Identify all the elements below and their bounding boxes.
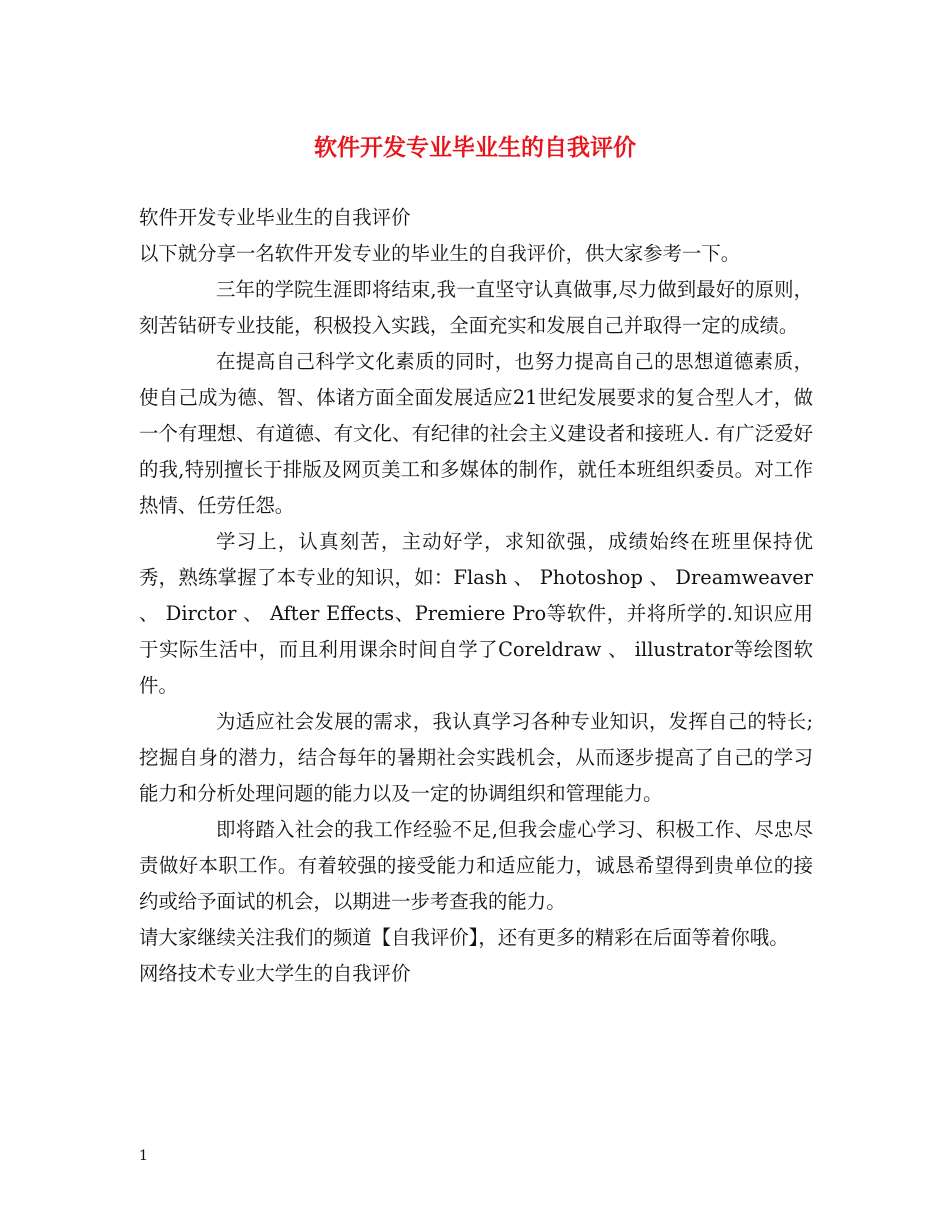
paragraph-intro: 以下就分享一名软件开发专业的毕业生的自我评价，供大家参考一下。: [139, 242, 741, 265]
paragraph-channel-note: 请大家继续关注我们的频道【自我评价】，还有更多的精彩在后面等着你哦。: [139, 926, 789, 949]
document-title: 软件开发专业毕业生的自我评价: [314, 135, 636, 161]
paragraph-next-heading: 网络技术专业大学生的自我评价: [139, 962, 411, 985]
document-body: [139, 200, 813, 992]
paragraph-principles: 三年的学院生涯即将结束,我一直坚守认真做事,尽力做到最好的原则，刻苦钻研专业技能，积极投入实践，全面充实和发展自己并取得一定的成绩。: [139, 278, 813, 337]
page-number: 1: [139, 1148, 148, 1164]
paragraph-subtitle: 软件开发专业毕业生的自我评价: [139, 206, 411, 229]
paragraph-study: 学习上，认真刻苦，主动好学，求知欲强，成绩始终在班里保持优秀，熟练掌握了本专业的知识，如：Flash 、 Photoshop 、 Dreamweaver 、 Dirctor 、 After Effects、Premiere Pro等软件，并将所学的.知识应用于实际生活中，而且利用课余时间自学了Coreldraw 、 illustrator等绘图软件。: [139, 530, 813, 697]
paragraph-character: 在提高自己科学文化素质的同时，也努力提高自己的思想道德素质，使自己成为德、智、体诸方面全面发展适应21世纪发展要求的复合型人才，做一个有理想、有道德、有文化、有纪律的社会主义建设者和接班人. 有广泛爱好的我,特别擅长于排版及网页美工和多媒体的制作，就任本班组织委员。对工作热情、任劳任怨。: [139, 350, 813, 517]
paragraph-development: 为适应社会发展的需求，我认真学习各种专业知识，发挥自己的特长;挖掘自身的潜力，结合每年的暑期社会实践机会，从而逐步提高了自己的学习能力和分析处理问题的能力以及一定的协调组织和管理能力。: [139, 710, 813, 805]
paragraph-outlook: 即将踏入社会的我工作经验不足,但我会虚心学习、积极工作、尽忠尽责做好本职工作。有着较强的接受能力和适应能力，诚恳希望得到贵单位的接约或给予面试的机会，以期进一步考查我的能力。: [139, 818, 813, 913]
